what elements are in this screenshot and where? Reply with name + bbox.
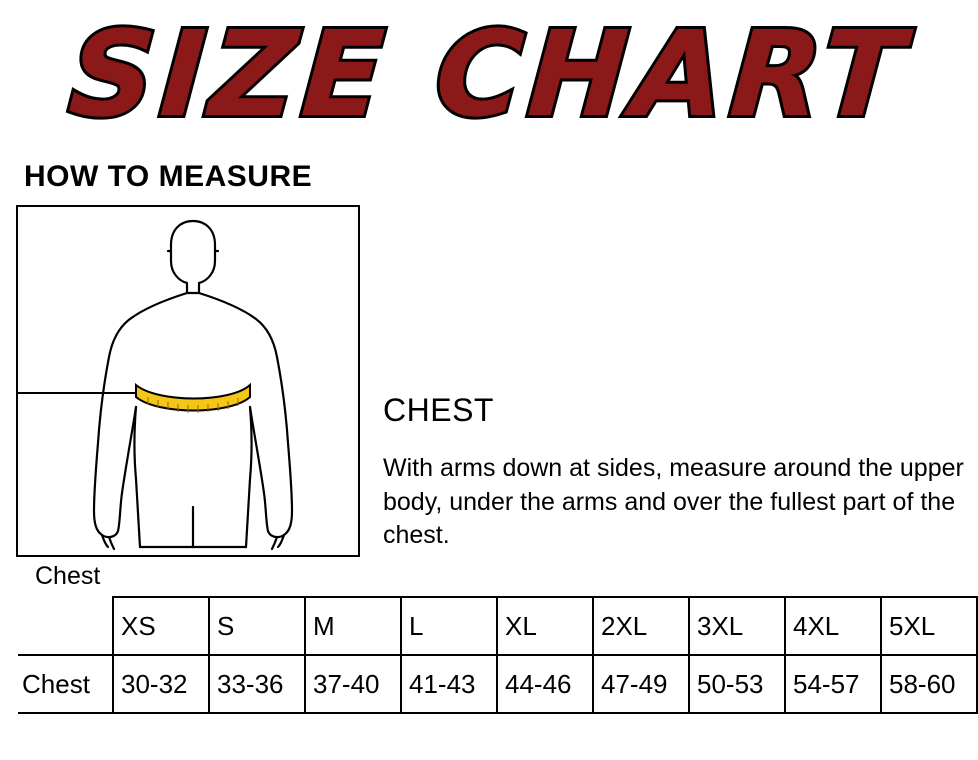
table-header-xl: XL — [497, 597, 593, 655]
table-cell-chest-xl: 44-46 — [497, 655, 593, 713]
table-cell-chest-2xl: 47-49 — [593, 655, 689, 713]
table-header-m: M — [305, 597, 401, 655]
chest-callout-label: Chest — [32, 562, 103, 591]
table-cell-chest-xs: 30-32 — [113, 655, 209, 713]
description-heading: CHEST — [383, 392, 494, 428]
table-cell-chest-5xl: 58-60 — [881, 655, 977, 713]
table-header-2xl: 2XL — [593, 597, 689, 655]
tape-measure-band — [136, 385, 250, 413]
table-header-5xl: 5XL — [881, 597, 977, 655]
table-header-3xl: 3XL — [689, 597, 785, 655]
measurement-figure — [16, 205, 360, 590]
male-torso-illustration — [18, 207, 358, 555]
table-header-xs: XS — [113, 597, 209, 655]
table-cell-chest-4xl: 54-57 — [785, 655, 881, 713]
table-row-label-chest: Chest — [18, 655, 113, 713]
table-corner-cell — [18, 597, 113, 655]
table-header-s: S — [209, 597, 305, 655]
how-to-measure-heading: HOW TO MEASURE — [24, 160, 313, 193]
table-header-4xl: 4XL — [785, 597, 881, 655]
size-chart-table — [18, 596, 978, 714]
table-row-header — [18, 597, 977, 655]
page-title: SIZE CHART — [64, 5, 914, 143]
table-cell-chest-l: 41-43 — [401, 655, 497, 713]
table-row — [18, 655, 977, 713]
table-cell-chest-3xl: 50-53 — [689, 655, 785, 713]
description-body: With arms down at sides, measure around the upper body, under the arms and over the fullest part of the chest. — [383, 454, 964, 549]
table-cell-chest-s: 33-36 — [209, 655, 305, 713]
table-header-l: L — [401, 597, 497, 655]
table-cell-chest-m: 37-40 — [305, 655, 401, 713]
page-title-banner — [0, 0, 978, 148]
